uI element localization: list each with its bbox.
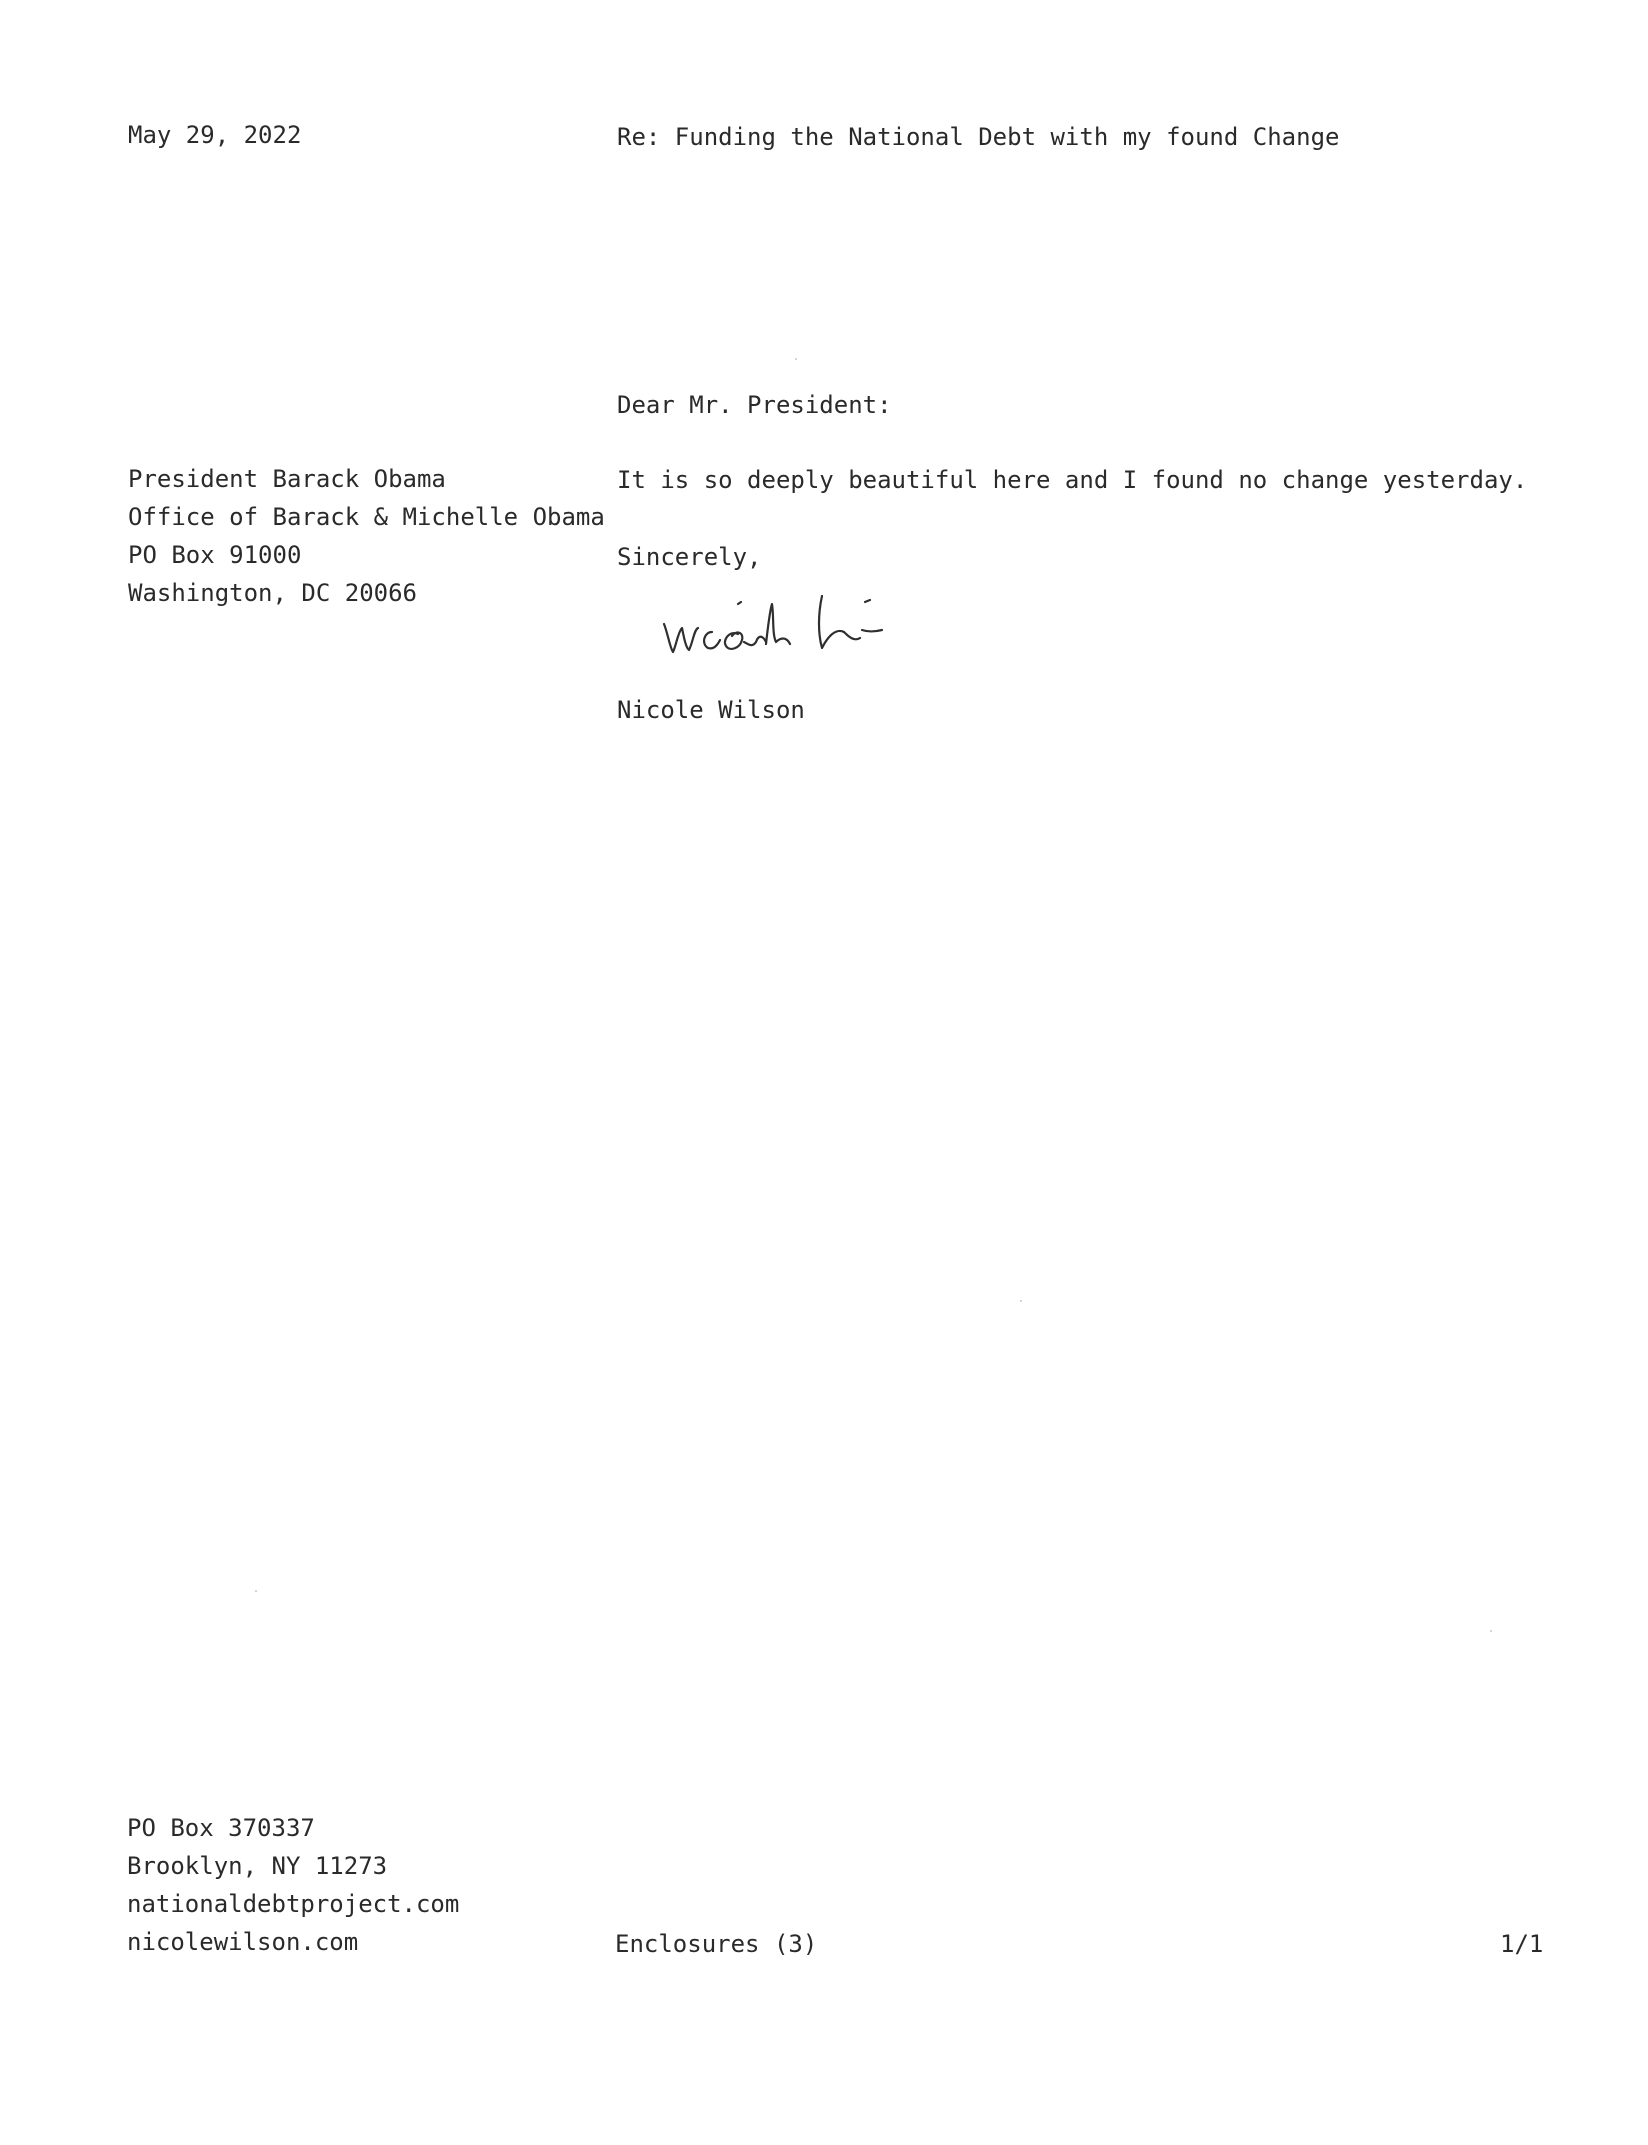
scan-speck xyxy=(1490,1630,1492,1632)
enclosures-note: Enclosures (3) xyxy=(615,1930,818,1958)
recipient-name: President Barack Obama xyxy=(128,465,446,493)
letter-subject: Re: Funding the National Debt with my found Change xyxy=(617,123,1340,151)
sender-po-box: PO Box 370337 xyxy=(127,1814,315,1842)
scan-speck xyxy=(795,358,797,360)
sender-website-project: nationaldebtproject.com xyxy=(127,1890,460,1918)
sender-website-personal: nicolewilson.com xyxy=(127,1928,359,1956)
sender-city: Brooklyn, NY 11273 xyxy=(127,1852,388,1880)
letter-body: It is so deeply beautiful here and I found no change yesterday. xyxy=(617,466,1528,494)
sender-address xyxy=(127,1809,459,1961)
signer-name: Nicole Wilson xyxy=(617,696,805,724)
signature-strokes xyxy=(664,596,882,652)
handwritten-signature xyxy=(660,586,950,666)
salutation: Dear Mr. President: xyxy=(617,391,892,419)
scan-speck xyxy=(1020,1300,1022,1302)
recipient-address xyxy=(128,460,605,612)
page-number: 1/1 xyxy=(1500,1930,1544,1958)
closing: Sincerely, xyxy=(617,543,762,571)
recipient-office: Office of Barack & Michelle Obama xyxy=(128,503,605,531)
scan-speck xyxy=(255,1590,257,1592)
letter-date: May 29, 2022 xyxy=(128,121,302,149)
recipient-po-box: PO Box 91000 xyxy=(128,541,302,569)
recipient-city: Washington, DC 20066 xyxy=(128,579,417,607)
